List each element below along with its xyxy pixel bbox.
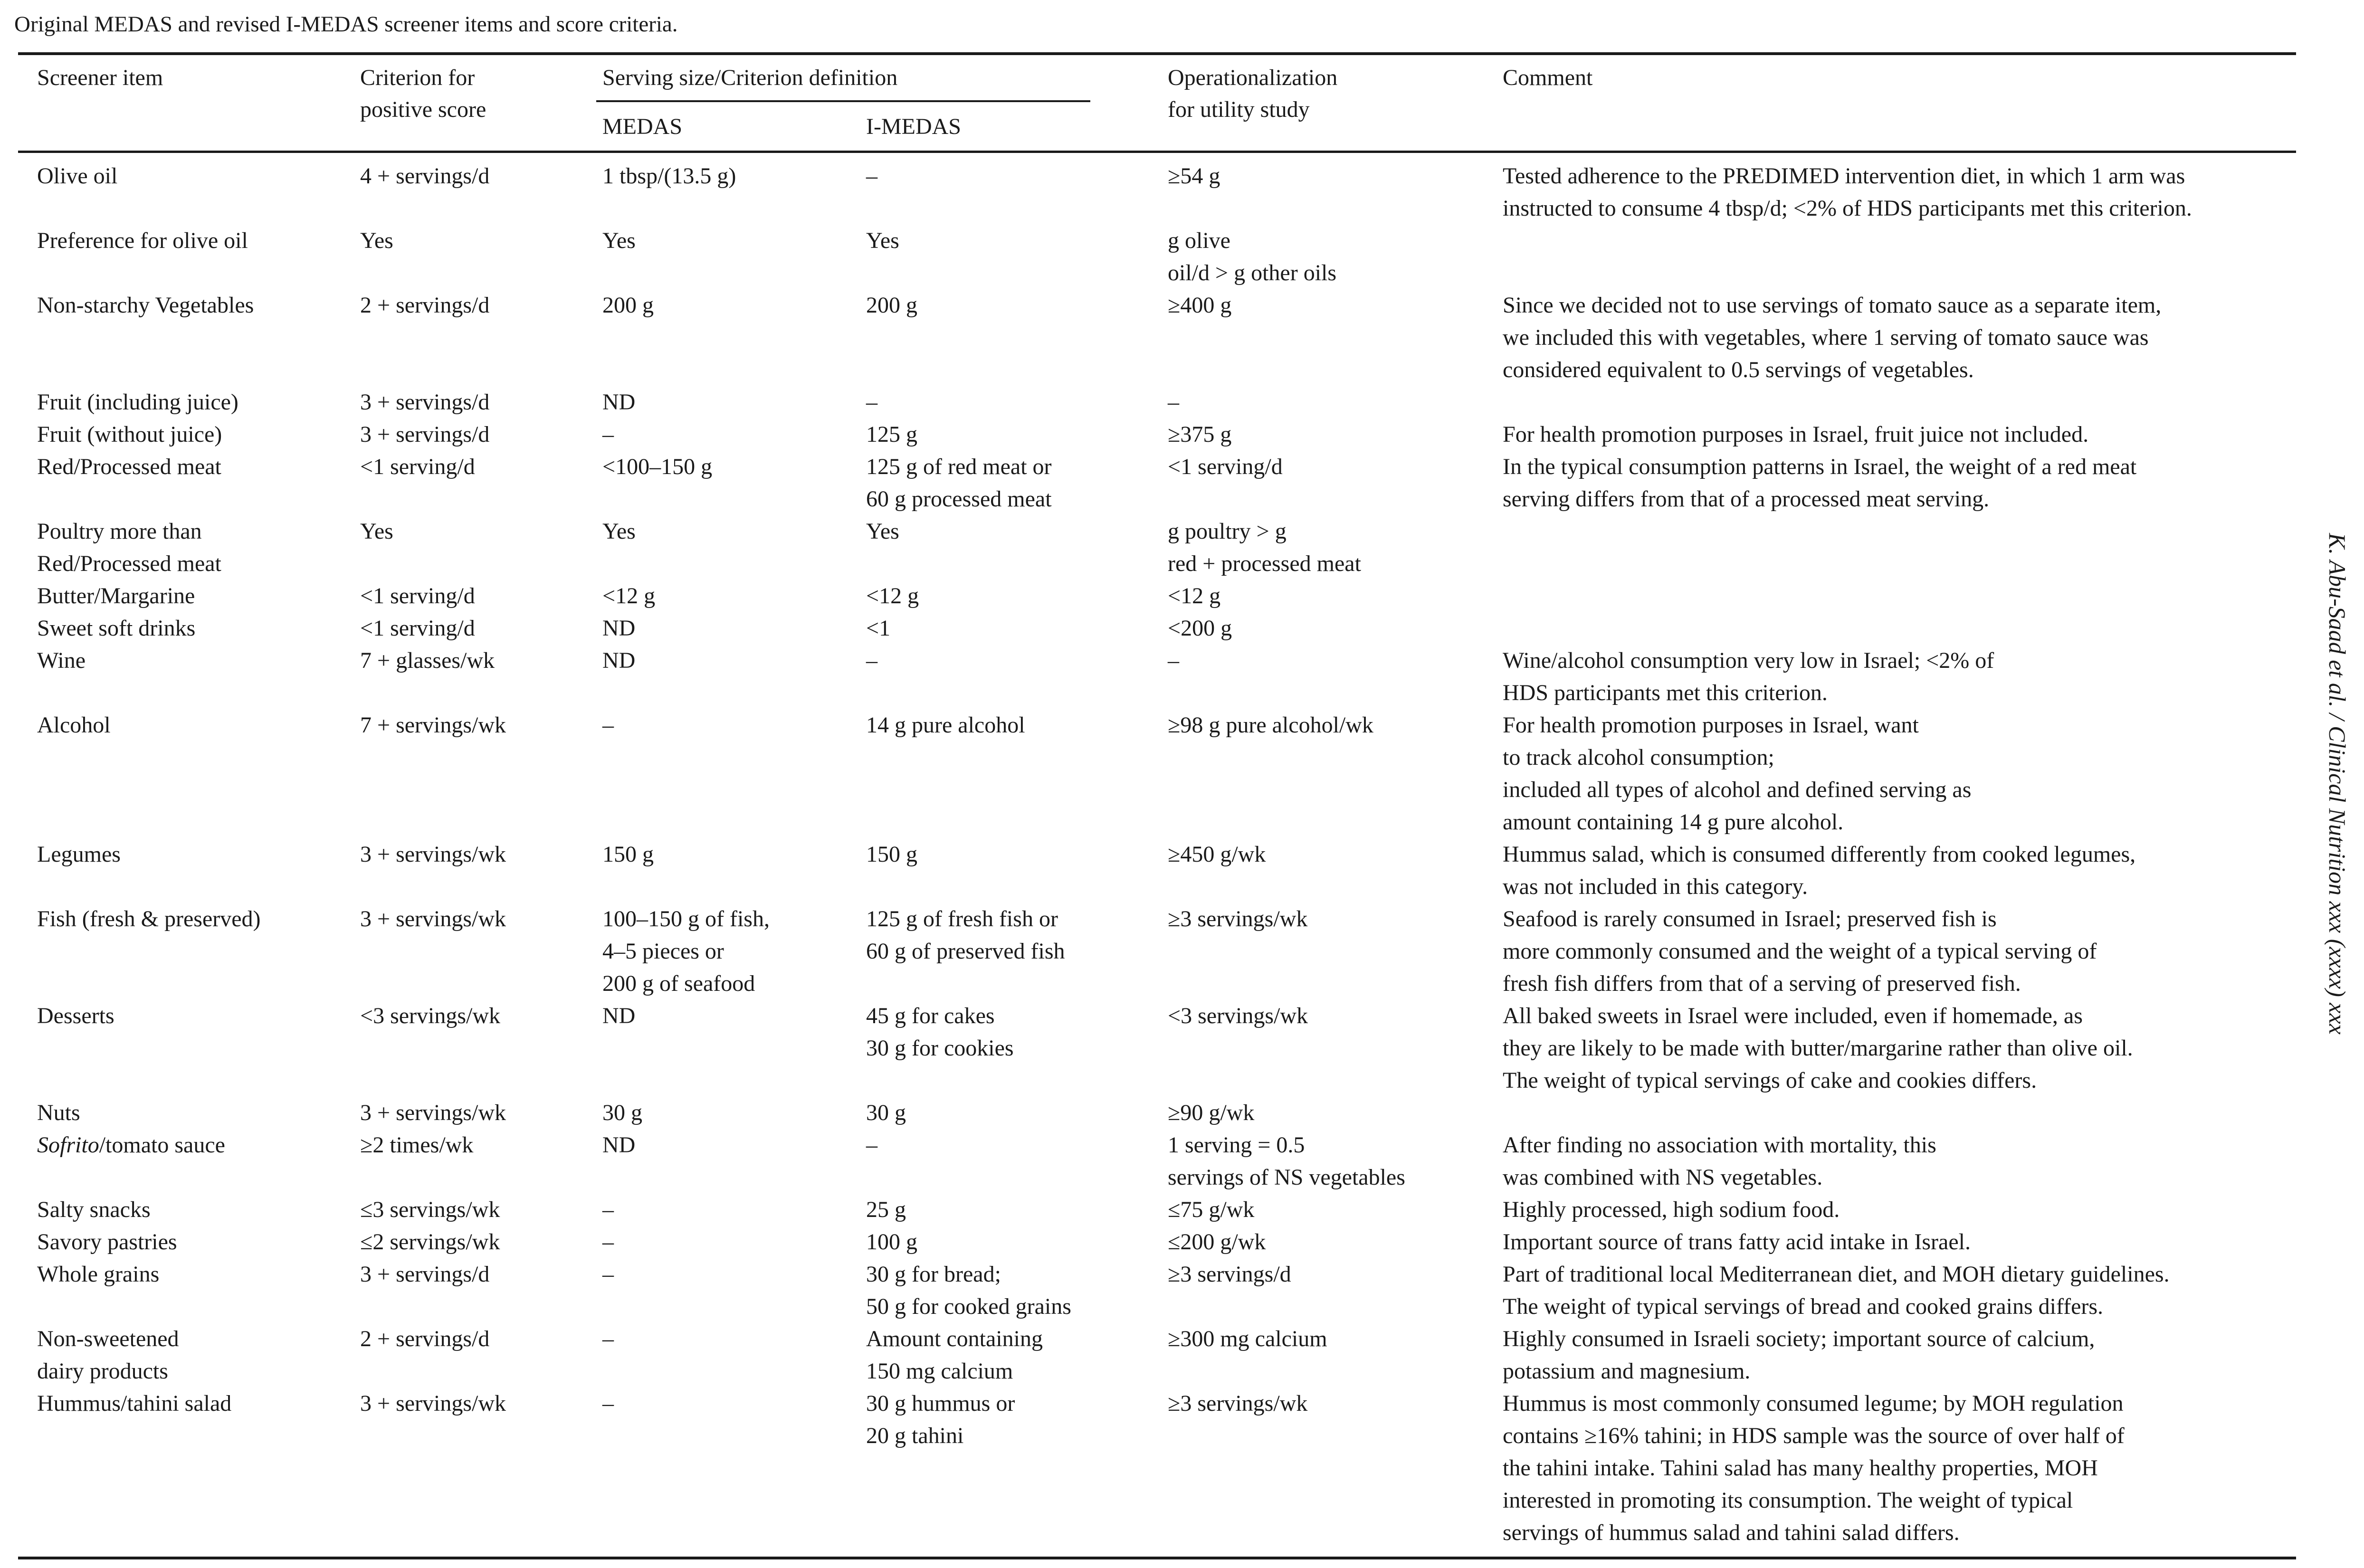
table-row [18, 612, 2296, 645]
table-row [18, 1129, 2296, 1194]
screener-table [18, 160, 2296, 1549]
screener-item-cell: Desserts [37, 1003, 114, 1028]
operationalization-cell: ≥300 mg calcium [1168, 1326, 1327, 1351]
criterion-cell: 3 + servings/wk [360, 1391, 506, 1416]
criterion-cell: ≤2 servings/wk [360, 1229, 500, 1254]
comment-cell: Important source of trans fatty acid intake in Israel. [1503, 1229, 1971, 1254]
imedas-cell: Yes [866, 519, 899, 544]
table-row [18, 386, 2296, 418]
comment-cell: Seafood is rarely consumed in Israel; preserved fish is more commonly consumed and the weight of a typical serving of fresh fish differs from that of a serving of preserved fish. [1503, 906, 2097, 996]
screener-item-cell: Sweet soft drinks [37, 616, 196, 641]
imedas-cell: 45 g for cakes 30 g for cookies [866, 1003, 1014, 1061]
medas-cell: – [602, 1262, 614, 1287]
comment-cell [1503, 386, 2296, 418]
imedas-cell: 30 g for bread; 50 g for cooked grains [866, 1262, 1071, 1319]
operationalization-cell: g olive oil/d > g other oils [1168, 228, 1337, 285]
top-rule [18, 52, 2296, 55]
header-comment: Comment [1503, 65, 1593, 90]
table-row [18, 838, 2296, 903]
imedas-cell: – [866, 1132, 877, 1158]
imedas-cell: – [866, 648, 877, 673]
medas-cell: – [602, 422, 614, 447]
comment-cell [1503, 1097, 2296, 1129]
imedas-cell: 14 g pure alcohol [866, 713, 1025, 738]
operationalization-cell: ≥375 g [1168, 422, 1232, 447]
screener-item-cell: Preference for olive oil [37, 228, 248, 253]
criterion-cell: 3 + servings/wk [360, 1100, 506, 1125]
screener-item-cell: Poultry more than Red/Processed meat [37, 519, 221, 576]
imedas-cell: 30 g hummus or 20 g tahini [866, 1391, 1015, 1448]
imedas-cell: <12 g [866, 583, 919, 608]
imedas-cell: 200 g [866, 293, 917, 318]
comment-cell: Since we decided not to use servings of tomato sauce as a separate item, we included this with vegetables, where 1 serving of tomato sauce was considered equivalent to 0.5 servings of vegetables. [1503, 293, 2162, 382]
imedas-cell: 150 g [866, 842, 917, 867]
header-medas: MEDAS [602, 114, 683, 139]
criterion-cell: <1 serving/d [360, 583, 475, 608]
screener-item-text: /tomato sauce [99, 1132, 225, 1158]
table-row [18, 1226, 2296, 1258]
operationalization-cell: ≥450 g/wk [1168, 842, 1266, 867]
table-row [18, 515, 2296, 580]
table-row [18, 1097, 2296, 1129]
imedas-cell: <1 [866, 616, 891, 641]
operationalization-cell: ≤75 g/wk [1168, 1197, 1255, 1222]
comment-cell [1503, 225, 2296, 289]
screener-item-cell: Non-sweetened dairy products [37, 1326, 179, 1384]
medas-cell: ND [602, 1132, 636, 1158]
imedas-cell: Amount containing 150 mg calcium [866, 1326, 1043, 1384]
comment-cell: Tested adherence to the PREDIMED intervention diet, in which 1 arm was instructed to consume 4 tbsp/d; <2% of HDS participants met this criterion. [1503, 163, 2192, 221]
bottom-rule [18, 1557, 2296, 1559]
comment-cell: For health promotion purposes in Israel, want to track alcohol consumption; included all types of alcohol and defined serving as amount containing 14 g pure alcohol. [1503, 713, 1972, 835]
operationalization-cell: ≤200 g/wk [1168, 1229, 1266, 1254]
screener-item-cell: Olive oil [37, 163, 118, 189]
operationalization-cell: ≥3 servings/wk [1168, 906, 1308, 931]
comment-cell: Hummus salad, which is consumed differently from cooked legumes, was not included in this category. [1503, 842, 2136, 899]
imedas-cell: – [866, 163, 877, 189]
comment-cell: For health promotion purposes in Israel, fruit juice not included. [1503, 422, 2089, 447]
table-row [18, 451, 2296, 515]
operationalization-cell: <12 g [1168, 583, 1221, 608]
screener-item-cell: Whole grains [37, 1262, 160, 1287]
screener-item-cell: Butter/Margarine [37, 583, 195, 608]
medas-cell: Yes [602, 228, 636, 253]
screener-item-cell: Fruit (without juice) [37, 422, 222, 447]
criterion-cell: 3 + servings/d [360, 422, 490, 447]
table-row [18, 1323, 2296, 1387]
criterion-cell: <1 serving/d [360, 454, 475, 479]
comment-cell: Highly consumed in Israeli society; important source of calcium, potassium and magnesium. [1503, 1326, 2095, 1384]
screener-item-cell: Non-starchy Vegetables [37, 293, 254, 318]
table-row [18, 903, 2296, 1000]
imedas-cell: 30 g [866, 1100, 906, 1125]
medas-cell: <100–150 g [602, 454, 713, 479]
medas-cell: 150 g [602, 842, 654, 867]
medas-cell: – [602, 1326, 614, 1351]
imedas-cell: 25 g [866, 1197, 906, 1222]
medas-cell: ND [602, 390, 636, 415]
header-screener-item: Screener item [37, 65, 163, 90]
medas-cell: ND [602, 1003, 636, 1028]
comment-cell: Wine/alcohol consumption very low in Israel; <2% of HDS participants met this criterion. [1503, 648, 1994, 705]
comment-cell [1503, 515, 2296, 580]
criterion-cell: <3 servings/wk [360, 1003, 501, 1028]
criterion-cell: 3 + servings/d [360, 390, 490, 415]
operationalization-cell: – [1168, 390, 1179, 415]
criterion-cell: 3 + servings/wk [360, 842, 506, 867]
screener-item-cell: Salty snacks [37, 1197, 151, 1222]
header-operationalization: Operationalization for utility study [1168, 65, 1338, 122]
medas-cell: 100–150 g of fish, 4–5 pieces or 200 g of seafood [602, 906, 770, 996]
table-row [18, 1000, 2296, 1097]
operationalization-cell: <3 servings/wk [1168, 1003, 1308, 1028]
imedas-cell: 125 g of fresh fish or 60 g of preserved fish [866, 906, 1065, 964]
group-subrule [596, 100, 1090, 102]
operationalization-cell: ≥90 g/wk [1168, 1100, 1255, 1125]
medas-cell: 1 tbsp/(13.5 g) [602, 163, 736, 189]
screener-item-cell: Alcohol [37, 713, 111, 738]
table-row [18, 160, 2296, 225]
comment-cell: Part of traditional local Mediterranean diet, and MOH dietary guidelines. The weight of typical servings of bread and cooked grains differs. [1503, 1262, 2170, 1319]
table-row [18, 1194, 2296, 1226]
screener-item-cell: Red/Processed meat [37, 454, 221, 479]
criterion-cell: ≥2 times/wk [360, 1132, 474, 1158]
medas-cell: ND [602, 616, 636, 641]
medas-cell: – [602, 1391, 614, 1416]
screener-item-italic: Sofrito [37, 1132, 99, 1158]
screener-item-cell: Nuts [37, 1100, 80, 1125]
comment-cell [1503, 612, 2296, 645]
medas-cell: – [602, 1197, 614, 1222]
comment-cell [1503, 580, 2296, 612]
header-imedas: I-MEDAS [866, 114, 961, 139]
criterion-cell: 3 + servings/wk [360, 906, 506, 931]
criterion-cell: 2 + servings/d [360, 293, 490, 318]
operationalization-cell: ≥3 servings/wk [1168, 1391, 1308, 1416]
screener-item-cell: Fish (fresh & preserved) [37, 906, 261, 931]
header-rule [18, 151, 2296, 153]
medas-cell: – [602, 1229, 614, 1254]
operationalization-cell: <1 serving/d [1168, 454, 1283, 479]
criterion-cell: Yes [360, 519, 393, 544]
screener-item-cell: Hummus/tahini salad [37, 1391, 232, 1416]
comment-cell: Highly processed, high sodium food. [1503, 1197, 1840, 1222]
comment-cell: After finding no association with mortality, this was combined with NS vegetables. [1503, 1132, 1936, 1190]
table-row [18, 289, 2296, 386]
medas-cell: 30 g [602, 1100, 642, 1125]
comment-cell: In the typical consumption patterns in Israel, the weight of a red meat serving differs from that of a processed meat serving. [1503, 454, 2137, 512]
medas-cell: <12 g [602, 583, 656, 608]
criterion-cell: ≤3 servings/wk [360, 1197, 500, 1222]
screener-item-cell: Fruit (including juice) [37, 390, 238, 415]
operationalization-cell: 1 serving = 0.5 servings of NS vegetables [1168, 1132, 1405, 1190]
imedas-cell: Yes [866, 228, 899, 253]
screener-item-cell: Wine [37, 648, 86, 673]
table-caption: Original MEDAS and revised I-MEDAS screener items and score criteria. [14, 12, 678, 37]
header-criterion: Criterion for positive score [360, 65, 486, 122]
operationalization-cell: ≥3 servings/d [1168, 1262, 1291, 1287]
operationalization-cell: ≥400 g [1168, 293, 1232, 318]
table-row [18, 1258, 2296, 1323]
criterion-cell: 4 + servings/d [360, 163, 490, 189]
criterion-cell: 2 + servings/d [360, 1326, 490, 1351]
criterion-cell: Yes [360, 228, 393, 253]
table-row [18, 709, 2296, 838]
comment-cell: Hummus is most commonly consumed legume; by MOH regulation contains ≥16% tahini; in HDS sample was the source of over half of the tahini intake. Tahini salad has many healthy properties, MOH interested in promoting its consumption. The weight of typical servings of hummus salad and tahini salad differs. [1503, 1391, 2125, 1545]
screener-item-cell [18, 1129, 360, 1194]
medas-cell: 200 g [602, 293, 654, 318]
screener-item-cell: Savory pastries [37, 1229, 177, 1254]
medas-cell: Yes [602, 519, 636, 544]
table-row [18, 418, 2296, 451]
table-row [18, 580, 2296, 612]
table-row [18, 1387, 2296, 1549]
criterion-cell: <1 serving/d [360, 616, 475, 641]
operationalization-cell: ≥54 g [1168, 163, 1220, 189]
imedas-cell: 125 g of red meat or 60 g processed meat [866, 454, 1052, 512]
comment-cell: All baked sweets in Israel were included, even if homemade, as they are likely to be made with butter/margarine rather than olive oil. The weight of typical servings of cake and cookies differs. [1503, 1003, 2133, 1093]
screener-item-cell: Legumes [37, 842, 121, 867]
medas-cell: ND [602, 648, 636, 673]
imedas-cell: 125 g [866, 422, 917, 447]
operationalization-cell: ≥98 g pure alcohol/wk [1168, 713, 1373, 738]
criterion-cell: 3 + servings/d [360, 1262, 490, 1287]
medas-cell: – [602, 713, 614, 738]
header-serving-size-group: Serving size/Criterion definition [602, 65, 898, 90]
running-header-text: K. Abu-Saad et al. / Clinical Nutrition xxx (xxxx) xxx [2324, 533, 2351, 1035]
operationalization-cell: – [1168, 648, 1179, 673]
criterion-cell: 7 + glasses/wk [360, 648, 495, 673]
imedas-cell: – [866, 390, 877, 415]
running-header [2304, 523, 2364, 1045]
criterion-cell: 7 + servings/wk [360, 713, 506, 738]
operationalization-cell: <200 g [1168, 616, 1232, 641]
operationalization-cell: g poultry > g red + processed meat [1168, 519, 1361, 576]
table-row [18, 645, 2296, 709]
imedas-cell: 100 g [866, 1229, 917, 1254]
table-row [18, 225, 2296, 289]
